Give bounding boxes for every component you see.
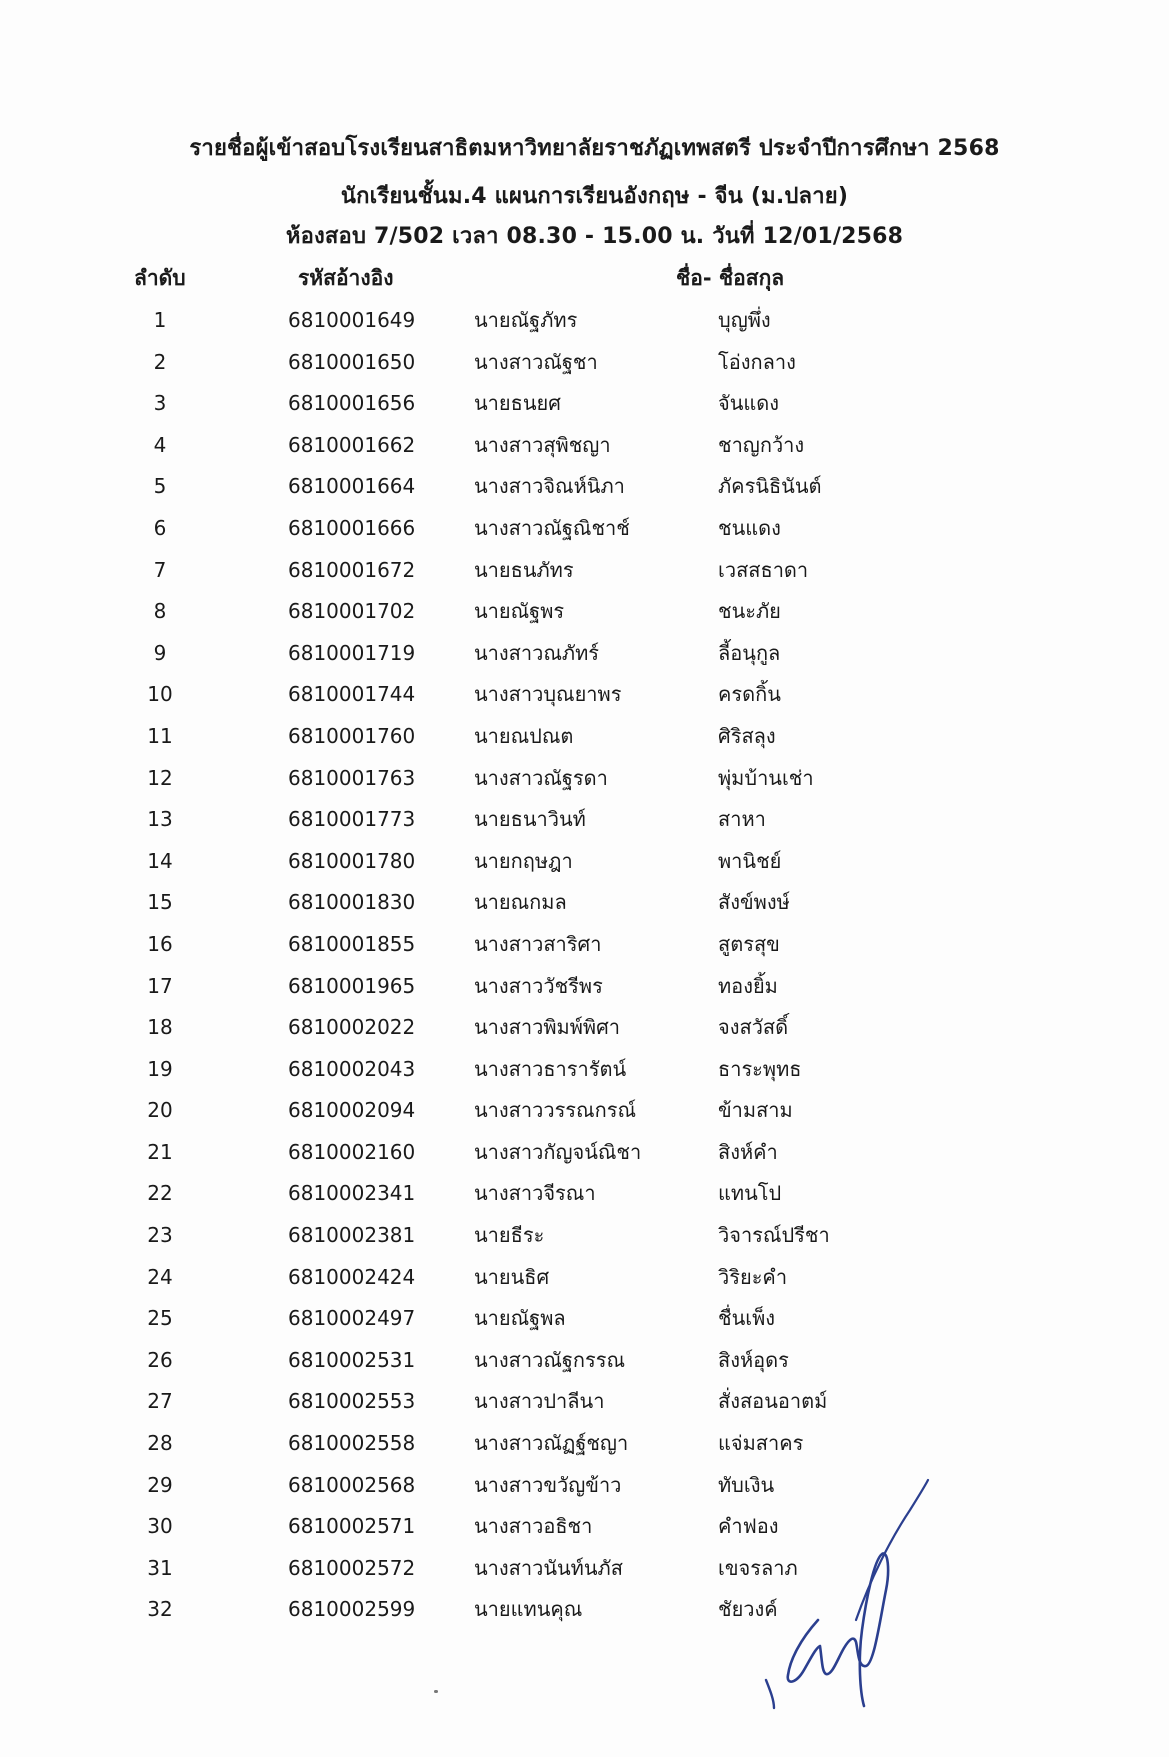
table-row (0, 1137, 1169, 1179)
row-number: 20 (147, 1098, 173, 1123)
row-number: 28 (147, 1431, 173, 1456)
row-last-name: สิงห์คำ (718, 1139, 778, 1164)
row-number: 29 (147, 1472, 173, 1497)
row-last-name: ชัยวงค์ (718, 1597, 778, 1622)
table-row (0, 1386, 1169, 1428)
table-row (0, 971, 1169, 1013)
row-last-name: สั่งสอนอาตม์ (718, 1389, 828, 1414)
table-row (0, 1220, 1169, 1262)
row-first-name: นางสาวสาริศา (474, 931, 602, 956)
row-number: 26 (147, 1347, 173, 1372)
row-ref-id: 6810001760 (288, 723, 416, 748)
row-first-name: นางสาวณัฐชา (474, 349, 598, 374)
row-number: 19 (147, 1056, 173, 1081)
row-ref-id: 6810001664 (288, 474, 416, 499)
row-last-name: เวสสธาดา (718, 557, 809, 582)
table-row (0, 1511, 1169, 1553)
row-ref-id: 6810002160 (288, 1139, 416, 1164)
row-number: 23 (147, 1223, 173, 1248)
row-first-name: นางสาววรรณกรณ์ (474, 1098, 637, 1123)
row-first-name: นายณกมล (474, 890, 567, 915)
row-ref-id: 6810001763 (288, 765, 416, 790)
row-first-name: นางสาวปาลีนา (474, 1389, 605, 1414)
row-ref-id: 6810001744 (288, 682, 416, 707)
row-number: 27 (147, 1389, 173, 1414)
table-row (0, 846, 1169, 888)
row-first-name: นายกฤษฎา (474, 848, 573, 873)
row-first-name: นางสาวพิมพ์พิศา (474, 1015, 620, 1040)
row-number: 17 (147, 973, 173, 998)
table-row (0, 679, 1169, 721)
row-last-name: คำฟอง (718, 1514, 779, 1539)
row-first-name: นางสาวกัญจน์ณิชา (474, 1139, 642, 1164)
row-number: 7 (153, 557, 167, 582)
row-ref-id: 6810001773 (288, 807, 416, 832)
row-first-name: นางสาวณัฐกรรณ (474, 1347, 626, 1372)
row-ref-id: 6810002568 (288, 1472, 416, 1497)
row-ref-id: 6810002341 (288, 1181, 416, 1206)
row-ref-id: 6810002043 (288, 1056, 416, 1081)
table-row (0, 721, 1169, 763)
row-last-name: ลี้อนุกูล (718, 640, 781, 665)
row-first-name: นางสาวจิณห์นิภา (474, 474, 625, 499)
row-number: 13 (147, 807, 173, 832)
row-last-name: จงสวัสดิ์ (718, 1015, 789, 1040)
table-row (0, 638, 1169, 680)
row-ref-id: 6810001649 (288, 308, 416, 332)
table-row (0, 388, 1169, 430)
row-ref-id: 6810001650 (288, 349, 416, 374)
table-row (0, 1594, 1169, 1636)
table-row (0, 430, 1169, 472)
row-ref-id: 6810001672 (288, 557, 416, 582)
row-number: 5 (153, 474, 167, 499)
row-number: 11 (147, 723, 173, 748)
row-number: 15 (147, 890, 173, 915)
row-ref-id: 6810002531 (288, 1347, 416, 1372)
row-first-name: นางสาวณัฐณิชาช์ (474, 515, 630, 540)
table-row (0, 1095, 1169, 1137)
row-last-name: สาหา (718, 807, 766, 832)
row-last-name: จันแดง (718, 391, 780, 416)
table-row (0, 471, 1169, 513)
document-title: รายชื่อผู้เข้าสอบโรงเรียนสาธิตมหาวิทยาลัยราชภัฏเทพสตรี ประจำปีการศึกษา 2568 (189, 136, 1000, 161)
row-first-name: นางสาวบุณยาพร (474, 682, 622, 707)
signature-image (760, 1470, 930, 1710)
row-ref-id: 6810001965 (288, 973, 416, 998)
row-last-name: พานิชย์ (718, 848, 782, 873)
row-ref-id: 6810002571 (288, 1514, 416, 1539)
row-ref-id: 6810002094 (288, 1098, 416, 1123)
table-row (0, 1054, 1169, 1096)
row-first-name: นายแทนคุณ (474, 1597, 583, 1622)
table-row (0, 887, 1169, 929)
row-ref-id: 6810001666 (288, 515, 416, 540)
row-last-name: ภัครนิธินันต์ (718, 474, 822, 499)
row-last-name: วิริยะคำ (718, 1264, 788, 1289)
row-first-name: นางสาวจีรณา (474, 1181, 596, 1206)
table-row (0, 1470, 1169, 1512)
row-ref-id: 6810002553 (288, 1389, 416, 1414)
table-row (0, 1012, 1169, 1054)
row-last-name: ชนะภัย (718, 599, 781, 624)
row-number: 31 (147, 1555, 173, 1580)
row-ref-id: 6810002599 (288, 1597, 416, 1622)
row-last-name: เขจรลาภ (718, 1555, 798, 1580)
row-first-name: นางสาวสุพิชญา (474, 432, 611, 457)
table-row (0, 763, 1169, 805)
row-first-name: นางสาวนันท์นภัส (474, 1555, 623, 1580)
row-first-name: นางสาววัชรีพร (474, 973, 603, 998)
row-number: 18 (147, 1015, 173, 1040)
row-ref-id: 6810001830 (288, 890, 416, 915)
table-row (0, 555, 1169, 597)
row-number: 32 (147, 1597, 173, 1622)
row-ref-id: 6810002497 (288, 1306, 416, 1331)
row-first-name: นางสาวขวัญข้าว (474, 1472, 622, 1497)
table-row (0, 305, 1169, 347)
row-last-name: ธาระพุทธ (718, 1056, 802, 1081)
row-number: 10 (147, 682, 173, 707)
table-row (0, 1553, 1169, 1595)
row-last-name: วิจารณ์ปรีชา (718, 1223, 830, 1248)
row-ref-id: 6810001855 (288, 931, 416, 956)
row-number: 14 (147, 848, 173, 873)
row-number: 6 (153, 515, 167, 540)
row-ref-id: 6810002558 (288, 1431, 416, 1456)
row-first-name: นายณัฐพร (474, 599, 565, 624)
document-subtitle-class: นักเรียนชั้นม.4 แผนการเรียนอังกฤษ - จีน (ม.ปลาย) (340, 184, 849, 209)
row-ref-id: 6810001662 (288, 432, 416, 457)
table-row (0, 347, 1169, 389)
document-subtitle-room: ห้องสอบ 7/502 เวลา 08.30 - 15.00 น. วันที่ 12/01/2568 (285, 224, 904, 249)
row-first-name: นางสาวธารารัตน์ (474, 1056, 627, 1081)
row-number: 4 (153, 432, 167, 457)
row-last-name: ศิริสลุง (718, 723, 776, 748)
table-row (0, 1345, 1169, 1387)
row-ref-id: 6810002572 (288, 1555, 416, 1580)
row-last-name: บุญพึ่ง (718, 308, 771, 332)
table-row (0, 804, 1169, 846)
row-number: 25 (147, 1306, 173, 1331)
row-last-name: ชื่นเพ็ง (718, 1306, 776, 1331)
row-number: 12 (147, 765, 173, 790)
table-row (0, 929, 1169, 971)
student-list (0, 305, 1169, 1636)
row-number: 1 (153, 308, 167, 332)
row-last-name: ชาญกว้าง (718, 432, 805, 457)
table-row (0, 513, 1169, 555)
row-ref-id: 6810001656 (288, 391, 416, 416)
row-first-name: นายณัฐภัทร (474, 308, 578, 332)
row-first-name: นางสาวณภัทร์ (474, 640, 599, 665)
row-last-name: ทองยิ้ม (718, 973, 778, 998)
row-number: 24 (147, 1264, 173, 1289)
row-first-name: นางสาวณัฏฐ์ชญา (474, 1431, 629, 1456)
row-last-name: ครดกิ้น (718, 682, 781, 707)
row-first-name: นายธนยศ (474, 391, 561, 416)
column-header-no: ลำดับ (134, 266, 186, 290)
table-row (0, 1178, 1169, 1220)
row-last-name: ชนแดง (718, 515, 781, 540)
row-last-name: สูตรสุข (718, 931, 780, 956)
row-last-name: แทนโป (718, 1181, 782, 1206)
table-row (0, 1303, 1169, 1345)
row-first-name: นายธนภัทร (474, 557, 574, 582)
table-row (0, 1428, 1169, 1470)
row-first-name: นายนธิศ (474, 1264, 550, 1289)
column-header-name: ชื่อ- ชื่อสกุล (676, 266, 785, 290)
row-last-name: สิงห์อุดร (718, 1347, 789, 1372)
row-first-name: นายธนาวินท์ (474, 807, 586, 832)
row-ref-id: 6810001780 (288, 848, 416, 873)
row-last-name: พุ่มบ้านเช่า (718, 765, 814, 790)
row-number: 16 (147, 931, 173, 956)
row-ref-id: 6810002381 (288, 1223, 416, 1248)
row-number: 3 (153, 391, 167, 416)
row-first-name: นายณัฐพล (474, 1306, 566, 1331)
row-number: 21 (147, 1139, 173, 1164)
row-last-name: ข้ามสาม (718, 1098, 793, 1123)
table-row (0, 596, 1169, 638)
row-first-name: นายณปณต (474, 723, 574, 748)
row-number: 30 (147, 1514, 173, 1539)
row-number: 9 (153, 640, 167, 665)
row-first-name: นายธีระ (474, 1223, 545, 1248)
row-last-name: แจ่มสาคร (718, 1431, 804, 1456)
row-number: 8 (153, 599, 167, 624)
row-ref-id: 6810002022 (288, 1015, 416, 1040)
row-number: 2 (153, 349, 167, 374)
table-row (0, 1262, 1169, 1304)
row-ref-id: 6810001719 (288, 640, 416, 665)
speck-mark (434, 1690, 438, 1693)
row-number: 22 (147, 1181, 173, 1206)
column-header-ref-id: รหัสอ้างอิง (298, 266, 394, 290)
row-ref-id: 6810002424 (288, 1264, 416, 1289)
row-first-name: นางสาวอธิชา (474, 1514, 593, 1539)
row-last-name: โอ่งกลาง (718, 349, 796, 374)
row-ref-id: 6810001702 (288, 599, 416, 624)
row-first-name: นางสาวณัฐรดา (474, 765, 608, 790)
row-last-name: ทับเงิน (718, 1472, 775, 1497)
row-last-name: สังข์พงษ์ (718, 890, 790, 915)
